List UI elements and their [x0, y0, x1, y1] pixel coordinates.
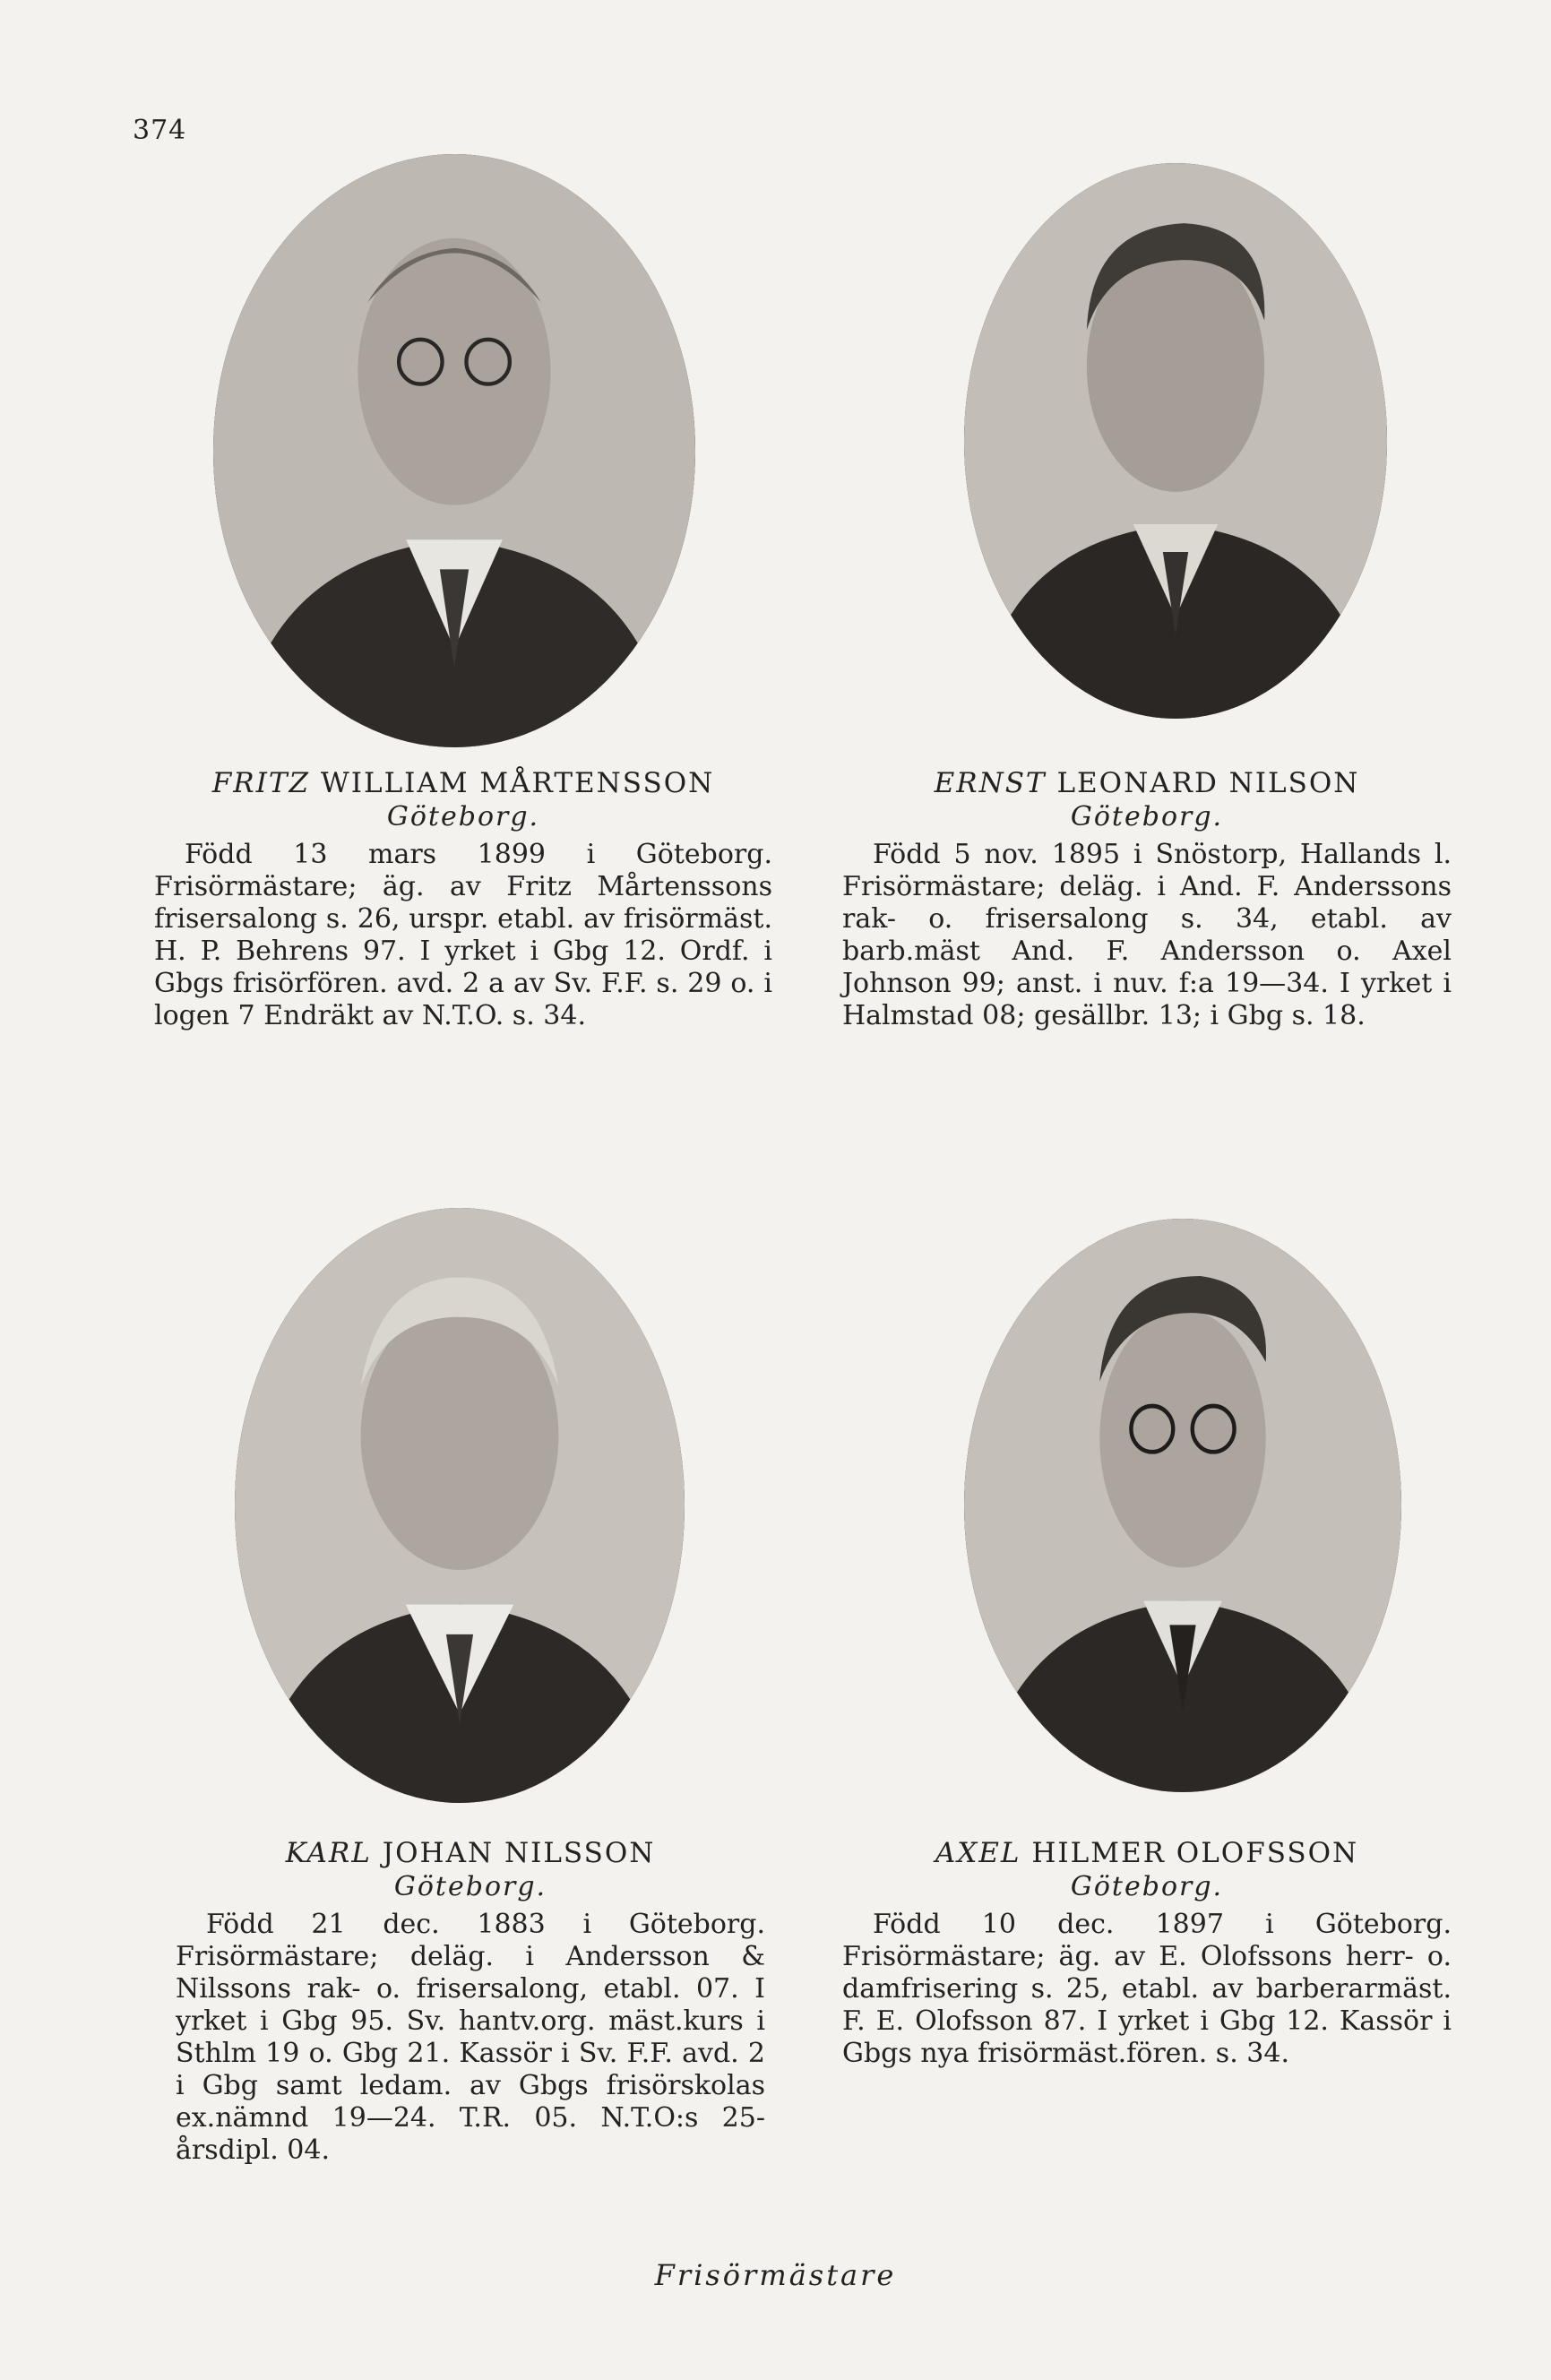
biography: Född 13 mars 1899 i Göteborg. Frisörmästare; äg. av Fritz Mårtenssons frisersalong s. 26, urspr. etabl. av frisörmäst. H. P. Behrens 97. I yrket i Gbg 12. Ordf. i Gbgs frisörfören. avd. 2 a av Sv. F.F. s. 29 o. i logen 7 Endräkt av N.T.O. s. 34.	[154, 839, 772, 1031]
entry-karl	[176, 1837, 765, 2167]
first-name: AXEL	[935, 1837, 1021, 1869]
page-number: 374	[133, 115, 187, 146]
portrait-photo-axel	[964, 1219, 1401, 1792]
biography: Född 5 nov. 1895 i Snöstorp, Hallands l. Frisörmästare; deläg. i And. F. Anderssons rak- o. frisersalong s. 34, etabl. av barb.mäst And. F. Andersson o. Axel Johnson 99; anst. i nuv. f:a 19—34. I yrket i Halmstad 08; gesällbr. 13; i Gbg s. 18.	[842, 839, 1452, 1031]
person-name	[842, 767, 1452, 799]
rest-name: LEONARD NILSON	[1056, 767, 1360, 799]
rest-name: WILLIAM MÅRTENSSON	[320, 767, 715, 799]
person-name	[154, 767, 772, 799]
person-name	[842, 1837, 1452, 1869]
first-name: FRITZ	[211, 767, 311, 799]
portrait-photo-karl	[235, 1208, 685, 1803]
entry-ernst	[842, 767, 1452, 1032]
city: Göteborg.	[393, 1871, 547, 1902]
city: Göteborg.	[1070, 801, 1224, 832]
entry-fritz	[154, 767, 772, 1032]
rest-name: JOHAN NILSSON	[382, 1837, 656, 1869]
first-name: ERNST	[934, 767, 1047, 799]
person-name	[176, 1837, 765, 1869]
entry-axel	[842, 1837, 1452, 2070]
rest-name: HILMER OLOFSSON	[1031, 1837, 1359, 1869]
first-name: KARL	[285, 1837, 372, 1869]
portrait-photo-ernst	[964, 163, 1387, 719]
city: Göteborg.	[1070, 1871, 1224, 1902]
portrait-photo-fritz	[213, 154, 695, 747]
biography: Född 21 dec. 1883 i Göteborg. Frisörmästare; deläg. i Andersson & Nilssons rak- o. frisersalong, etabl. 07. I yrket i Gbg 95. Sv. hantv.org. mäst.kurs i Sthlm 19 o. Gbg 21. Kassör i Sv. F.F. avd. 2 i Gbg samt ledam. av Gbgs frisörskolas ex.nämnd 19—24. T.R. 05. N.T.O:s 25-årsdipl. 04.	[176, 1909, 765, 2166]
city: Göteborg.	[386, 801, 540, 832]
page-footer: Frisörmästare	[654, 2258, 897, 2292]
biography: Född 10 dec. 1897 i Göteborg. Frisörmästare; äg. av E. Olofssons herr- o. damfrisering s. 25, etabl. av barberarmäst. F. E. Olofsson 87. I yrket i Gbg 12. Kassör i Gbgs nya frisörmäst.fören. s. 34.	[842, 1909, 1452, 2069]
